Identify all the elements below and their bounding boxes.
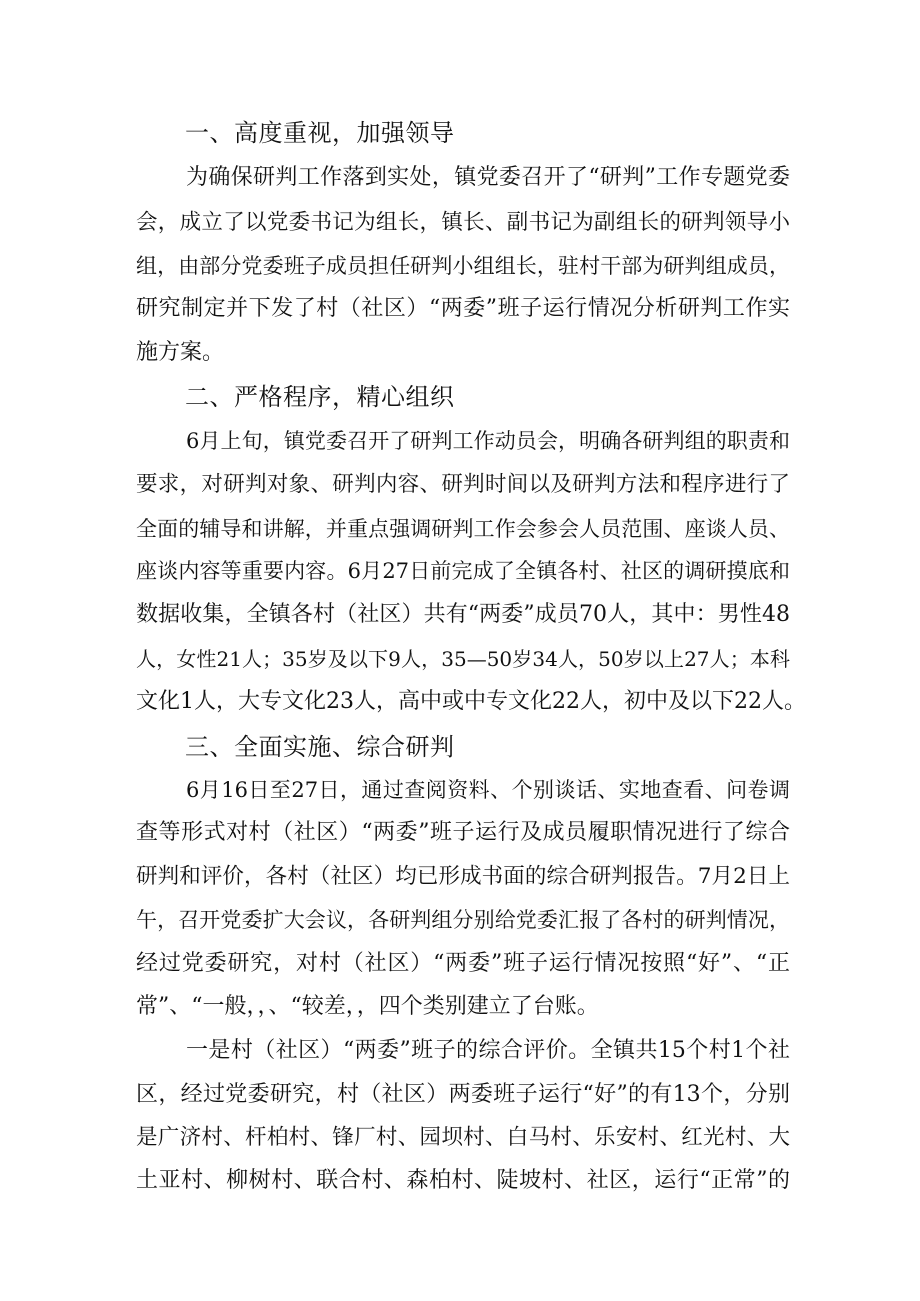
paragraph-line: 6月上旬，镇党委召开了研判工作动员会，明确各研判组的职责和 [186, 429, 790, 453]
paragraph-line: 6月16日至27日，通过查阅资料、个别谈话、实地查看、问卷调 [186, 778, 790, 802]
section-heading-1: 一、高度重视，加强领导 [185, 119, 455, 147]
paragraph-line: 数据收集，全镇各村（社区）共有“两委”成员70人，其中：男性48 [136, 602, 790, 627]
section-heading-3: 三、全面实施、综合研判 [185, 733, 455, 761]
paragraph-line: 座谈内容等重要内容。6月27日前完成了全镇各村、社区的调研摸底和 [136, 559, 790, 583]
paragraph-line: 为确保研判工作落到实处，镇党委召开了“研判”工作专题党委 [186, 165, 790, 190]
paragraph-line: 人，女性21人；35岁及以下9人，35—50岁34人，50岁以上27人；本科 [136, 647, 790, 671]
paragraph-line: 会，成立了以党委书记为组长，镇长、副书记为副组长的研判领导小 [136, 210, 790, 235]
paragraph-line: 施方案。 [136, 340, 225, 365]
section-heading-2: 二、严格程序，精心组织 [185, 383, 455, 411]
paragraph-line: 全面的辅导和讲解，并重点强调研判工作会参会人员范围、座谈人员、 [136, 517, 790, 541]
paragraph-line: 午，召开党委扩大会议，各研判组分别给党委汇报了各村的研判情况， [136, 908, 790, 932]
paragraph-line: 经过党委研究，对村（社区）“两委”班子运行情况按照“好”、“正 [136, 951, 790, 976]
paragraph-line: 土亚村、柳树村、联合村、森柏村、陡坡村、社区，运行“正常”的 [136, 1168, 790, 1193]
paragraph-line: 组，由部分党委班子成员担任研判小组组长，驻村干部为研判组成员， [136, 254, 790, 278]
paragraph-line: 是广济村、杆柏村、锋厂村、园坝村、白马村、乐安村、红光村、大 [136, 1125, 790, 1150]
paragraph-line: 研判和评价，各村（社区）均已形成书面的综合研判报告。7月2日上 [136, 864, 790, 889]
paragraph-line: 研究制定并下发了村（社区）“两委”班子运行情况分析研判工作实 [136, 296, 790, 321]
paragraph-line: 区，经过党委研究，村（社区）两委班子运行“好”的有13个，分别 [136, 1082, 790, 1107]
paragraph-line: 一是村（社区）“两委”班子的综合评价。全镇共15个村1个社 [186, 1038, 790, 1063]
paragraph-line: 要求，对研判对象、研判内容、研判时间以及研判方法和程序进行了 [136, 472, 790, 497]
paragraph-line: 文化1人，大专文化23人，高中或中专文化22人，初中及以下22人。 [136, 689, 806, 714]
paragraph-line: 常”、“一般，，、“较差，，四个类别建立了台账。 [136, 994, 599, 1019]
paragraph-line: 查等形式对村（社区）“两委”班子运行及成员履职情况进行了综合 [136, 820, 790, 845]
